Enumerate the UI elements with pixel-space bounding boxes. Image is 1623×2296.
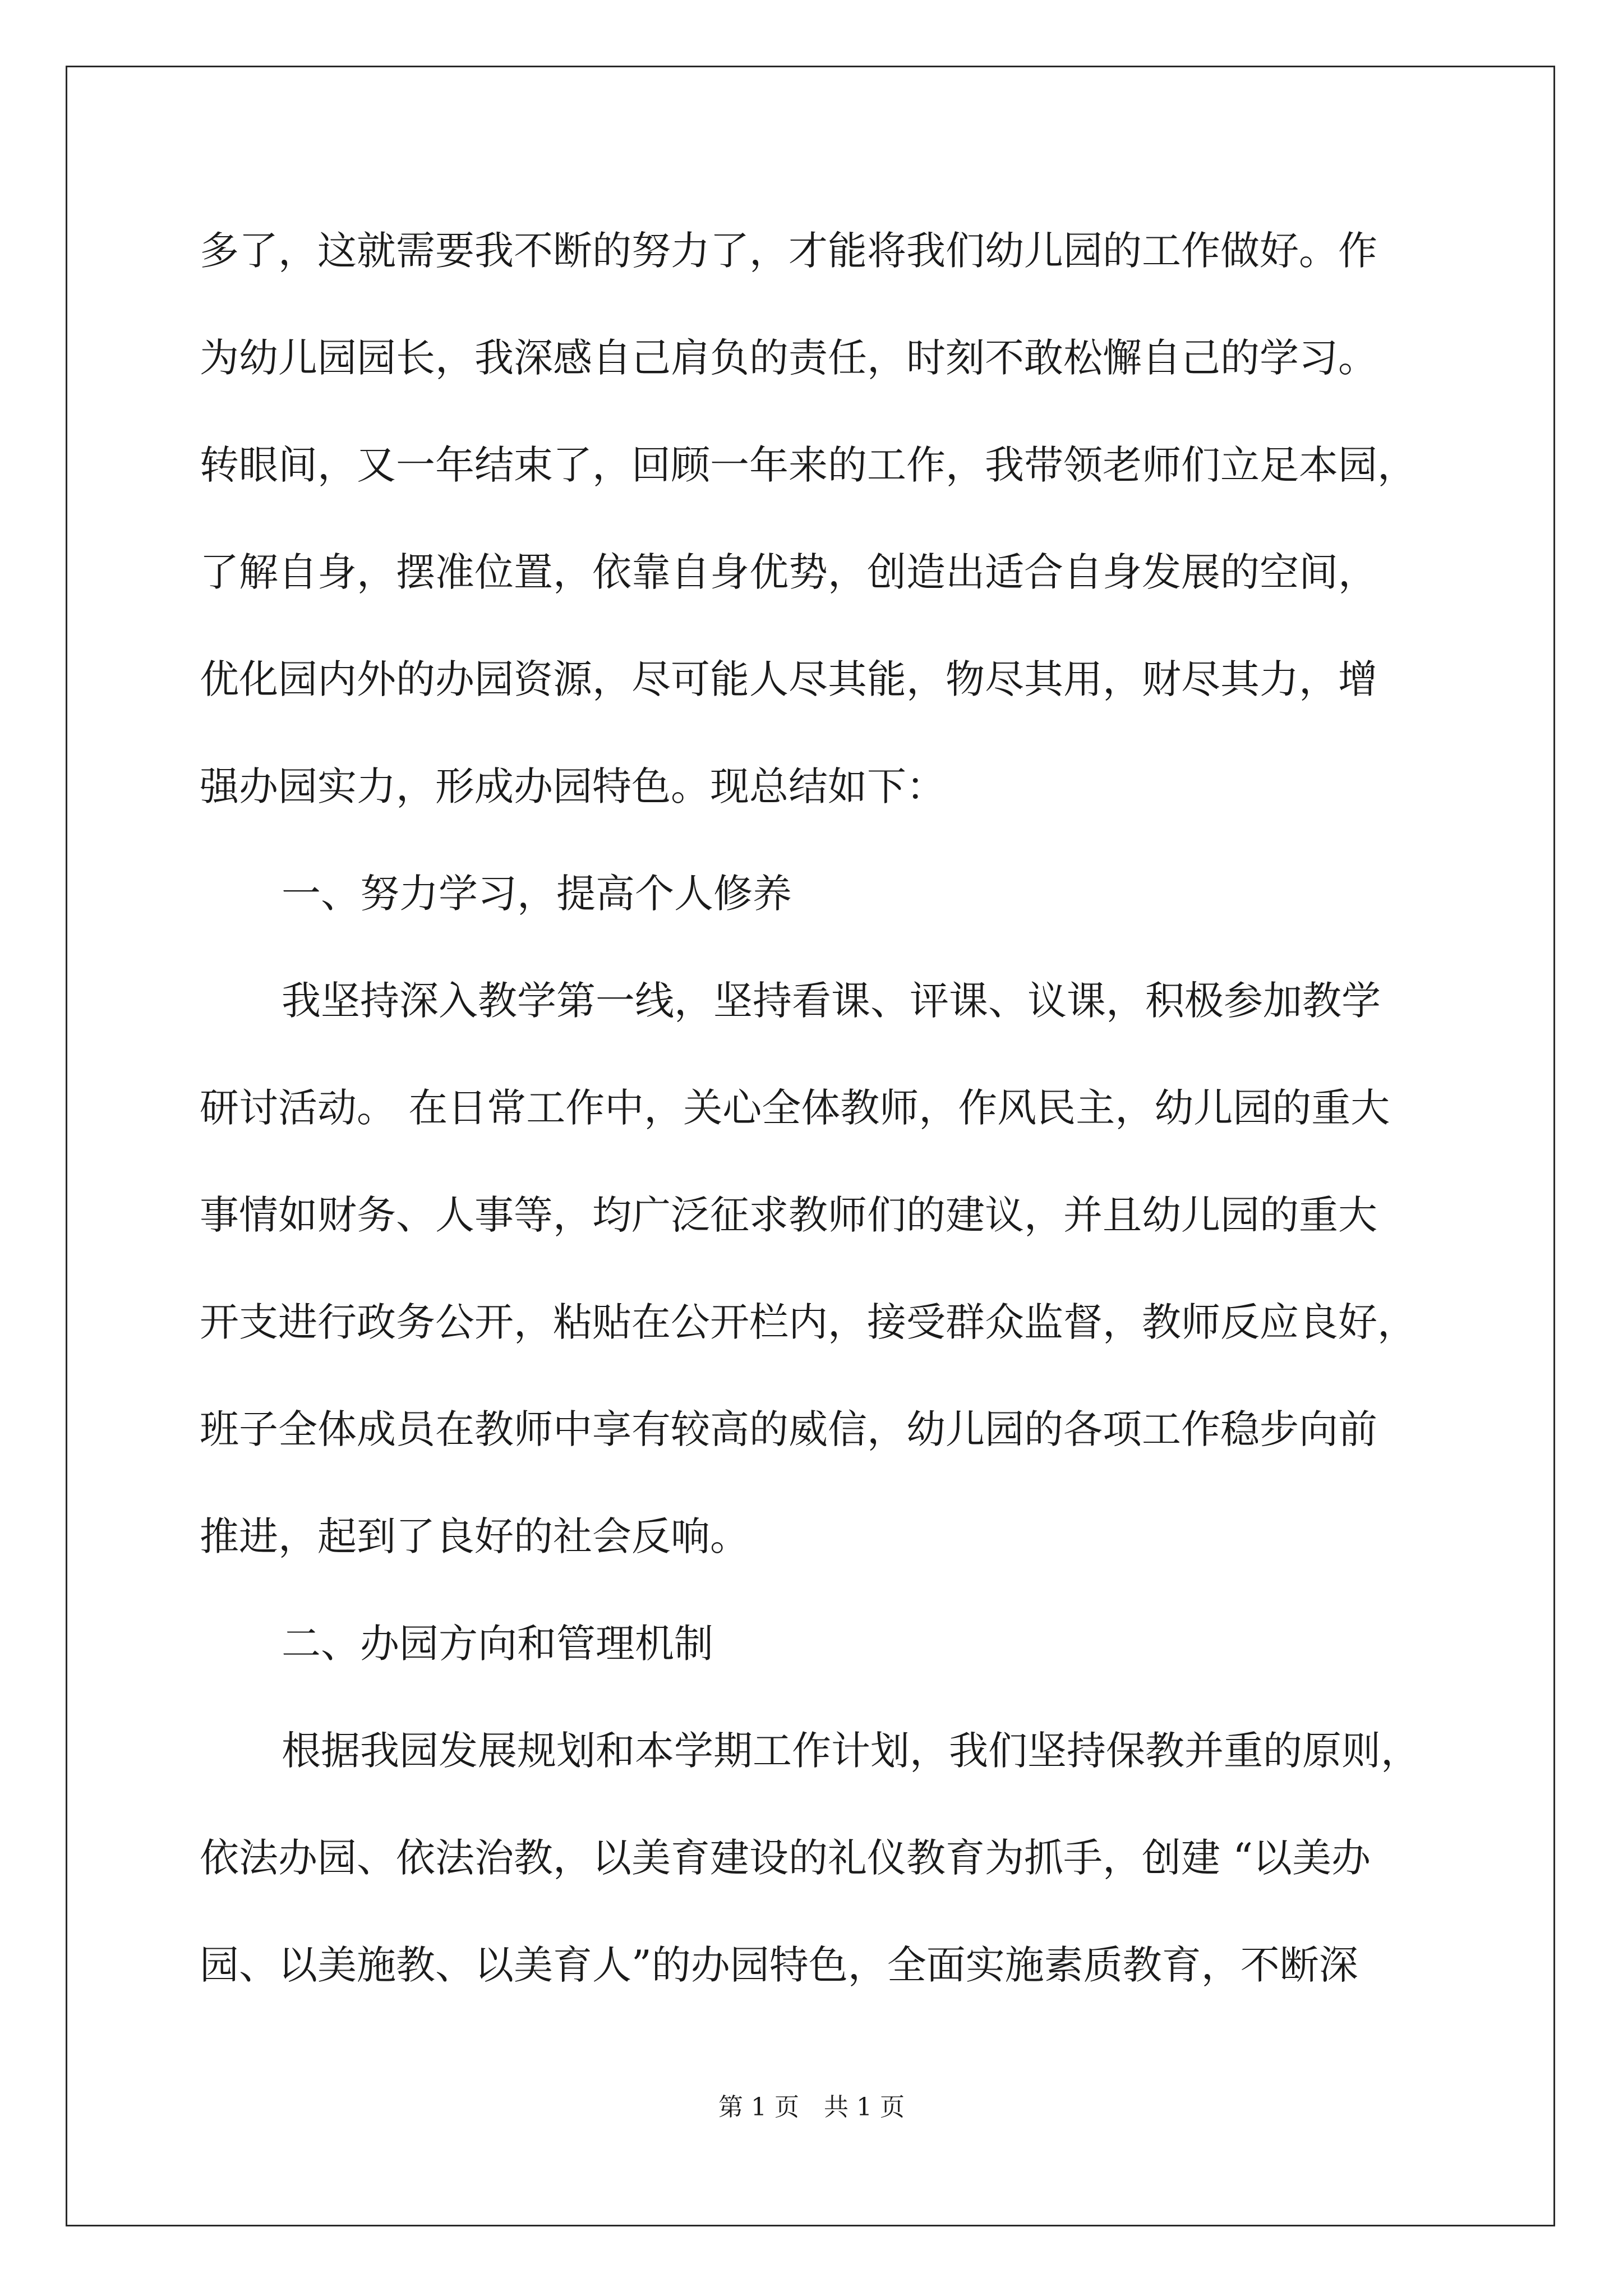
section-heading: 一、努力学习，提高个人修养 — [282, 871, 792, 917]
paragraph-line: 多了，这就需要我不断的努力了，才能将我们幼儿园的工作做好。作 — [200, 228, 1377, 274]
paragraph-line: 园、以美施教、以美育人”的办园特色，全面实施素质教育，不断深 — [200, 1942, 1358, 1988]
paragraph-line: 我坚持深入教学第一线，坚持看课、评课、议课，积极参加教学 — [282, 978, 1381, 1024]
page-number-footer: 第 1 页 共 1 页 — [718, 2093, 905, 2122]
paragraph-line: 强办园实力，形成办园特色。现总结如下： — [200, 763, 946, 809]
paragraph-line: 转眼间，又一年结束了，回顾一年来的工作，我带领老师们立足本园， — [200, 442, 1417, 488]
paragraph-line: 研讨活动。 在日常工作中，关心全体教师，作风民主，幼儿园的重大 — [200, 1085, 1390, 1131]
paragraph-line: 根据我园发展规划和本学期工作计划，我们坚持保教并重的原则， — [282, 1728, 1420, 1774]
paragraph-line: 依法办园、依法治教，以美育建设的礼仪教育为抓手，创建 “以美办 — [200, 1835, 1371, 1881]
paragraph-line: 优化园内外的办园资源，尽可能人尽其能，物尽其用，财尽其力，增 — [200, 656, 1377, 702]
paragraph-line: 开支进行政务公开，粘贴在公开栏内，接受群众监督，教师反应良好， — [200, 1299, 1417, 1345]
paragraph-line: 了解自身，摆准位置，依靠自身优势，创造出适合自身发展的空间， — [200, 549, 1377, 595]
paragraph-line: 推进，起到了良好的社会反响。 — [200, 1513, 749, 1559]
document-body — [200, 220, 1429, 2041]
paragraph-line: 事情如财务、人事等，均广泛征求教师们的建议，并且幼儿园的重大 — [200, 1192, 1377, 1238]
paragraph-line: 为幼儿园园长，我深感自己肩负的责任，时刻不敢松懈自己的学习。 — [200, 335, 1377, 381]
section-heading: 二、办园方向和管理机制 — [282, 1621, 713, 1667]
paragraph-line: 班子全体成员在教师中享有较高的威信，幼儿园的各项工作稳步向前 — [200, 1406, 1377, 1452]
